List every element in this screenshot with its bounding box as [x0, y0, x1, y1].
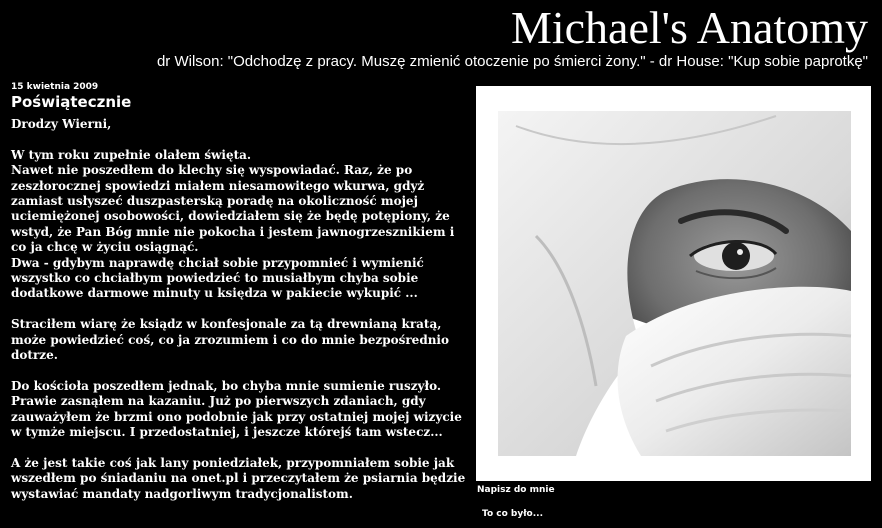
- blog-description: dr Wilson: "Odchodzę z pracy. Muszę zmienić otoczenie po śmierci żony." - dr House: "Kup sobie paprotkę": [156, 53, 868, 70]
- post-paragraph: Straciłem wiarę że ksiądz w konfesjonale za tą drewnianą kratą, może powiedzieć coś, co ja zrozumiem i co do mnie bezpośrednio dotrze.: [11, 317, 449, 363]
- post-title[interactable]: Poświątecznie: [11, 93, 132, 111]
- post-date: 15 kwietnia 2009: [11, 82, 99, 92]
- archive-link[interactable]: To co było...: [482, 509, 544, 519]
- post-body: [11, 117, 466, 517]
- profile-photo: [476, 86, 871, 481]
- post-paragraph: Do kościoła poszedłem jednak, bo chyba mnie sumienie ruszyło. Prawie zasnąłem na kazaniu. Już po pierwszych zdaniach, gdy zauważyłem że brzmi ono podobnie jak przy ostatniej mojej wizycie w tymże miejscu. I przedostatniej, i jeszcze którejś tam wstecz...: [11, 378, 462, 440]
- post-paragraph: Drodzy Wierni,: [11, 117, 112, 131]
- contact-link[interactable]: Napisz do mnie: [477, 485, 555, 495]
- masked-face-illustration: [476, 86, 871, 481]
- post-paragraph: A że jest takie coś jak lany poniedziałek, przypomniałem sobie jak wszedłem po śniadaniu na onet.pl i przeczytałem że psiarnia będzie wystawiać mandaty nadgorliwym tradycjonalistom.: [11, 455, 466, 501]
- blog-title[interactable]: Michael's Anatomy: [510, 2, 868, 53]
- post-paragraph: W tym roku zupełnie olałem święta. Nawet nie poszedłem do klechy się wyspowiadać. Raz, że po zeszłorocznej spowiedzi miałem niesamowitego wkurwa, gdyż zamiast usłyszeć duszpasterską poradę na okoliczność mojej uciemiężonej osobowości, dowiedziałem się że będę potępiony, że wstyd, że Pan Bóg mnie nie pokocha i jestem jawnogrzesznikiem i co ja chcę w życiu osiągnąć. Dwa - gdybym naprawdę chciał sobie przypomnieć i wymienić wszystko co chciałbym powiedzieć to musiałbym chyba sobie dodatkowe darmowe minuty u księdza w pakiecie wykupić ...: [11, 147, 455, 301]
